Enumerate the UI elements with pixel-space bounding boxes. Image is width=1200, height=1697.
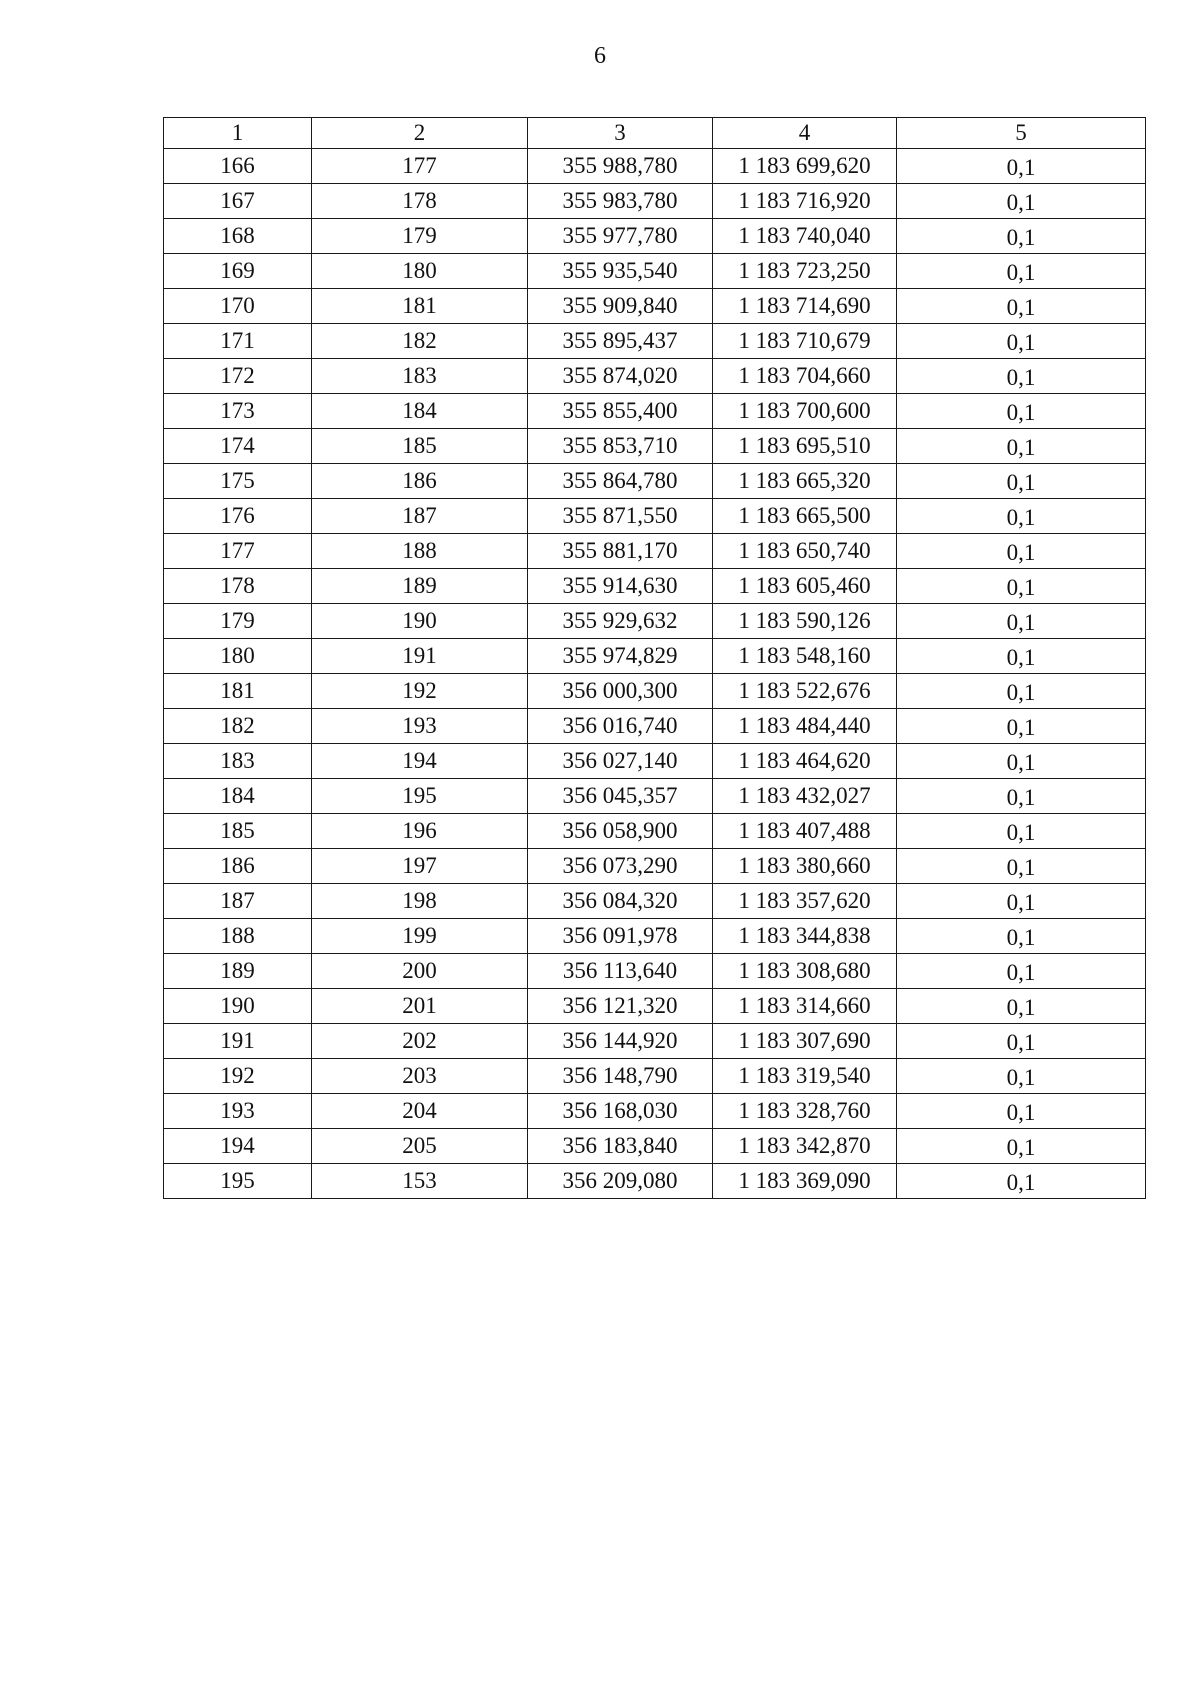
table-cell-col-5: 0,1 [897, 1059, 1146, 1094]
table-cell-col-2: 179 [312, 219, 528, 254]
table-cell-col-5: 0,1 [897, 569, 1146, 604]
table-row [164, 954, 1146, 989]
table-cell-col-2: 183 [312, 359, 528, 394]
table-cell-col-5: 0,1 [897, 604, 1146, 639]
table-cell-col-4: 1 183 314,660 [713, 989, 897, 1024]
table-cell-col-2: 204 [312, 1094, 528, 1129]
table-row [164, 149, 1146, 184]
table-cell-col-3: 355 881,170 [528, 534, 713, 569]
table-row [164, 779, 1146, 814]
table-cell-col-5: 0,1 [897, 254, 1146, 289]
table-cell-col-2: 197 [312, 849, 528, 884]
table-cell-col-3: 356 209,080 [528, 1164, 713, 1199]
table-cell-col-3: 356 183,840 [528, 1129, 713, 1164]
table-cell-col-5: 0,1 [897, 639, 1146, 674]
table-cell-col-5: 0,1 [897, 324, 1146, 359]
table-row [164, 1129, 1146, 1164]
table-row [164, 989, 1146, 1024]
table-cell-col-3: 355 864,780 [528, 464, 713, 499]
table-cell-col-3: 356 027,140 [528, 744, 713, 779]
table-row [164, 394, 1146, 429]
header-cell-3: 3 [528, 118, 713, 149]
table-cell-col-5: 0,1 [897, 429, 1146, 464]
header-cell-1: 1 [164, 118, 312, 149]
table-row [164, 569, 1146, 604]
table-cell-col-1: 191 [164, 1024, 312, 1059]
table-cell-col-3: 356 016,740 [528, 709, 713, 744]
table-cell-col-5: 0,1 [897, 744, 1146, 779]
table-row [164, 219, 1146, 254]
table-cell-col-3: 356 045,357 [528, 779, 713, 814]
table-row [164, 604, 1146, 639]
table-cell-col-3: 356 144,920 [528, 1024, 713, 1059]
table-cell-col-2: 195 [312, 779, 528, 814]
table-cell-col-5: 0,1 [897, 219, 1146, 254]
table-cell-col-2: 182 [312, 324, 528, 359]
header-cell-5: 5 [897, 118, 1146, 149]
table-cell-col-4: 1 183 369,090 [713, 1164, 897, 1199]
table-row [164, 919, 1146, 954]
table-cell-col-1: 192 [164, 1059, 312, 1094]
table-cell-col-2: 198 [312, 884, 528, 919]
table-cell-col-4: 1 183 328,760 [713, 1094, 897, 1129]
table-cell-col-5: 0,1 [897, 1164, 1146, 1199]
table-cell-col-4: 1 183 319,540 [713, 1059, 897, 1094]
table-cell-col-2: 192 [312, 674, 528, 709]
table-cell-col-5: 0,1 [897, 149, 1146, 184]
table-cell-col-2: 153 [312, 1164, 528, 1199]
table-cell-col-4: 1 183 605,460 [713, 569, 897, 604]
table-cell-col-5: 0,1 [897, 534, 1146, 569]
table-row [164, 849, 1146, 884]
table-cell-col-4: 1 183 357,620 [713, 884, 897, 919]
table-row [164, 639, 1146, 674]
table-row [164, 534, 1146, 569]
table-cell-col-1: 179 [164, 604, 312, 639]
table-cell-col-5: 0,1 [897, 989, 1146, 1024]
table-cell-col-4: 1 183 407,488 [713, 814, 897, 849]
table-cell-col-1: 185 [164, 814, 312, 849]
table-row [164, 184, 1146, 219]
table-cell-col-2: 189 [312, 569, 528, 604]
table-cell-col-5: 0,1 [897, 954, 1146, 989]
table-cell-col-3: 355 895,437 [528, 324, 713, 359]
table-cell-col-4: 1 183 484,440 [713, 709, 897, 744]
table-cell-col-2: 181 [312, 289, 528, 324]
table-cell-col-1: 166 [164, 149, 312, 184]
table-cell-col-3: 356 148,790 [528, 1059, 713, 1094]
table-row [164, 464, 1146, 499]
table-cell-col-1: 173 [164, 394, 312, 429]
table-cell-col-3: 356 113,640 [528, 954, 713, 989]
header-row [164, 118, 1146, 149]
table-cell-col-2: 193 [312, 709, 528, 744]
table-cell-col-3: 355 983,780 [528, 184, 713, 219]
table-cell-col-2: 178 [312, 184, 528, 219]
table-cell-col-1: 168 [164, 219, 312, 254]
table-cell-col-4: 1 183 723,250 [713, 254, 897, 289]
table-row [164, 429, 1146, 464]
table-cell-col-4: 1 183 704,660 [713, 359, 897, 394]
header-cell-4: 4 [713, 118, 897, 149]
table-cell-col-3: 355 929,632 [528, 604, 713, 639]
table-cell-col-1: 183 [164, 744, 312, 779]
table-cell-col-4: 1 183 710,679 [713, 324, 897, 359]
table-row [164, 744, 1146, 779]
table-cell-col-4: 1 183 307,690 [713, 1024, 897, 1059]
table-row [164, 359, 1146, 394]
table-cell-col-2: 180 [312, 254, 528, 289]
table-cell-col-5: 0,1 [897, 779, 1146, 814]
page-number: 6 [594, 43, 606, 69]
table-row [164, 1024, 1146, 1059]
table-cell-col-2: 185 [312, 429, 528, 464]
table-cell-col-4: 1 183 740,040 [713, 219, 897, 254]
table-cell-col-2: 196 [312, 814, 528, 849]
table-cell-col-5: 0,1 [897, 359, 1146, 394]
table-row [164, 1094, 1146, 1129]
table-cell-col-3: 355 974,829 [528, 639, 713, 674]
table-cell-col-4: 1 183 699,620 [713, 149, 897, 184]
table-cell-col-4: 1 183 432,027 [713, 779, 897, 814]
table-cell-col-1: 169 [164, 254, 312, 289]
table-body [164, 149, 1146, 1199]
table-cell-col-1: 178 [164, 569, 312, 604]
table-cell-col-4: 1 183 665,320 [713, 464, 897, 499]
table-cell-col-4: 1 183 464,620 [713, 744, 897, 779]
table-cell-col-5: 0,1 [897, 499, 1146, 534]
table-cell-col-4: 1 183 700,600 [713, 394, 897, 429]
table-cell-col-4: 1 183 665,500 [713, 499, 897, 534]
table-cell-col-1: 181 [164, 674, 312, 709]
table-cell-col-5: 0,1 [897, 289, 1146, 324]
table-cell-col-3: 355 977,780 [528, 219, 713, 254]
table-cell-col-1: 190 [164, 989, 312, 1024]
table-cell-col-1: 174 [164, 429, 312, 464]
header-cell-2: 2 [312, 118, 528, 149]
table-cell-col-4: 1 183 716,920 [713, 184, 897, 219]
table-cell-col-5: 0,1 [897, 184, 1146, 219]
table-row [164, 884, 1146, 919]
table-cell-col-3: 356 091,978 [528, 919, 713, 954]
table-cell-col-3: 355 853,710 [528, 429, 713, 464]
table-cell-col-4: 1 183 590,126 [713, 604, 897, 639]
table-cell-col-2: 205 [312, 1129, 528, 1164]
table-cell-col-4: 1 183 714,690 [713, 289, 897, 324]
table-cell-col-3: 356 073,290 [528, 849, 713, 884]
table-cell-col-3: 355 871,550 [528, 499, 713, 534]
table-cell-col-1: 188 [164, 919, 312, 954]
table-cell-col-2: 194 [312, 744, 528, 779]
table-cell-col-1: 176 [164, 499, 312, 534]
table-cell-col-3: 355 909,840 [528, 289, 713, 324]
table-cell-col-4: 1 183 522,676 [713, 674, 897, 709]
table-cell-col-2: 190 [312, 604, 528, 639]
table-cell-col-4: 1 183 380,660 [713, 849, 897, 884]
table-cell-col-5: 0,1 [897, 1129, 1146, 1164]
table-row [164, 814, 1146, 849]
table-cell-col-3: 356 168,030 [528, 1094, 713, 1129]
table-cell-col-2: 200 [312, 954, 528, 989]
table-cell-col-4: 1 183 308,680 [713, 954, 897, 989]
table-cell-col-3: 355 855,400 [528, 394, 713, 429]
table-cell-col-2: 187 [312, 499, 528, 534]
table-cell-col-5: 0,1 [897, 884, 1146, 919]
table-cell-col-1: 195 [164, 1164, 312, 1199]
table-cell-col-1: 170 [164, 289, 312, 324]
table-cell-col-3: 356 084,320 [528, 884, 713, 919]
table-cell-col-1: 186 [164, 849, 312, 884]
table-cell-col-5: 0,1 [897, 394, 1146, 429]
table-cell-col-5: 0,1 [897, 709, 1146, 744]
table-row [164, 1164, 1146, 1199]
table-row [164, 324, 1146, 359]
table-cell-col-4: 1 183 342,870 [713, 1129, 897, 1164]
table-header [164, 118, 1146, 149]
table-cell-col-1: 189 [164, 954, 312, 989]
table-cell-col-5: 0,1 [897, 1094, 1146, 1129]
table-cell-col-4: 1 183 548,160 [713, 639, 897, 674]
table-cell-col-2: 199 [312, 919, 528, 954]
table-row [164, 709, 1146, 744]
table-cell-col-3: 356 000,300 [528, 674, 713, 709]
table-cell-col-1: 187 [164, 884, 312, 919]
table-row [164, 1059, 1146, 1094]
table-cell-col-2: 184 [312, 394, 528, 429]
table-cell-col-2: 201 [312, 989, 528, 1024]
table-cell-col-3: 355 935,540 [528, 254, 713, 289]
table-cell-col-1: 167 [164, 184, 312, 219]
table-cell-col-1: 175 [164, 464, 312, 499]
coordinates-table [163, 117, 1146, 1199]
table-cell-col-1: 180 [164, 639, 312, 674]
table-cell-col-4: 1 183 695,510 [713, 429, 897, 464]
table-row [164, 674, 1146, 709]
table-cell-col-1: 184 [164, 779, 312, 814]
table-row [164, 289, 1146, 324]
table-cell-col-1: 194 [164, 1129, 312, 1164]
table-cell-col-1: 182 [164, 709, 312, 744]
table-cell-col-1: 171 [164, 324, 312, 359]
table-cell-col-3: 355 874,020 [528, 359, 713, 394]
table-row [164, 254, 1146, 289]
table-row [164, 499, 1146, 534]
table-cell-col-3: 355 914,630 [528, 569, 713, 604]
table-cell-col-2: 177 [312, 149, 528, 184]
table-cell-col-5: 0,1 [897, 814, 1146, 849]
table-cell-col-1: 193 [164, 1094, 312, 1129]
table-cell-col-2: 203 [312, 1059, 528, 1094]
table-cell-col-5: 0,1 [897, 464, 1146, 499]
table-cell-col-3: 355 988,780 [528, 149, 713, 184]
table-cell-col-5: 0,1 [897, 919, 1146, 954]
table-cell-col-2: 188 [312, 534, 528, 569]
table-cell-col-4: 1 183 650,740 [713, 534, 897, 569]
table-cell-col-1: 177 [164, 534, 312, 569]
table-cell-col-4: 1 183 344,838 [713, 919, 897, 954]
table-cell-col-3: 356 058,900 [528, 814, 713, 849]
table-cell-col-1: 172 [164, 359, 312, 394]
table-cell-col-3: 356 121,320 [528, 989, 713, 1024]
table-cell-col-5: 0,1 [897, 1024, 1146, 1059]
table-cell-col-5: 0,1 [897, 674, 1146, 709]
table-cell-col-2: 202 [312, 1024, 528, 1059]
table-cell-col-5: 0,1 [897, 849, 1146, 884]
table-cell-col-2: 186 [312, 464, 528, 499]
table-cell-col-2: 191 [312, 639, 528, 674]
